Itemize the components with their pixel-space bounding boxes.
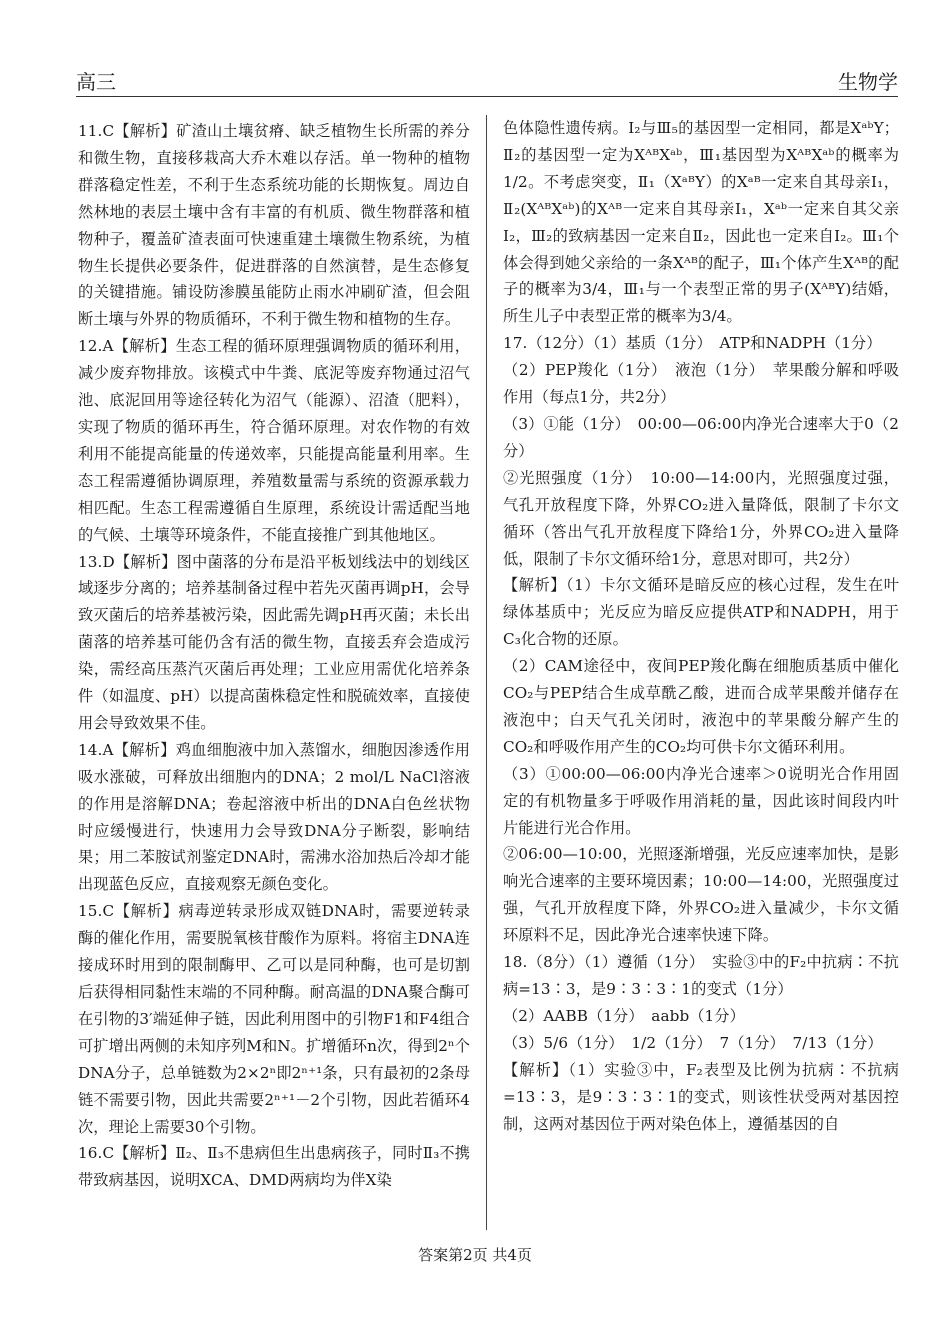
answer-18-part3: （3）5/6（1分） 1/2（1分） 7（1分） 7/13（1分） (503, 1033, 883, 1052)
page-header (76, 66, 898, 97)
answer-17-analysis-2: （2）CAM途径中，夜间PEP羧化酶在细胞质基质中催化CO₂与PEP结合生成草酰乙酸，进而合成苹果酸并储存在液泡中；白天气孔关闭时，液泡中的苹果酸分解产生的CO₂和呼吸作用产生的CO₂均可供卡尔文循环利用。 (503, 657, 899, 756)
answer-16-continued: 色体隐性遗传病。I₂与Ⅲ₅的基因型一定相同，都是XᵃᵇY；Ⅱ₂的基因型一定为XᴬᴮXᵃᵇ，Ⅲ₁基因型为XᴬᴮXᵃᵇ的概率为1/2。不考虑突变，Ⅱ₁（XᵃᴮY）的Xᵃᴮ一定来自其母亲I₁，Ⅱ₂(XᴬᴮXᵃᵇ)的Xᴬᴮ一定来自其母亲I₁，Xᵃᵇ一定来自其父亲I₂，Ⅲ₂的致病基因一定来自Ⅱ₂，因此也一定来自I₂。Ⅲ₁个体会得到她父亲给的一条Xᴬᴮ的配子，Ⅲ₁个体产生Xᴬᴮ的配子的概率为3/4，Ⅲ₁与一个表型正常的男子(XᴬᴮY)结婚，所生儿子中表型正常的概率为3/4。 (503, 119, 899, 326)
answer-17-analysis-3a: （3）①00:00—06:00内净光合速率＞0说明光合作用固定的有机物量多于呼吸作用消耗的量，因此该时间段内叶片能进行光合作用。 (503, 764, 899, 837)
page-footer: 答案第2页 共4页 (418, 1246, 532, 1264)
answer-15: 15.C【解析】病毒逆转录形成双链DNA时，需要逆转录酶的催化作用，需要脱氧核苷酸作为原料。将宿主DNA连接成环时用到的限制酶甲、乙可以是同种酶，也可是切割后获得相同黏性末端的不同种酶。耐高温的DNA聚合酶可在引物的3′端延伸子链，因此利用图中的引物F1和F4组合可扩增出两侧的未知序列M和N。扩增循环n次，得到2ⁿ个DNA分子，总单链数为2×2ⁿ即2ⁿ⁺¹条，只有最初的2条母链不需要引物，因此共需要2ⁿ⁺¹－2个引物，因此若循环4次，理论上需要30个引物。 (78, 902, 470, 1136)
column-divider (486, 115, 487, 1230)
right-column (503, 115, 899, 1137)
answer-17-analysis-1: 【解析】（1）卡尔文循环是暗反应的核心过程，发生在叶绿体基质中；光反应为暗反应提供ATP和NADPH，用于C₃化合物的还原。 (503, 576, 899, 649)
answer-17-part1: 17.（12分）（1）基质（1分） ATP和NADPH（1分） (503, 334, 882, 353)
answer-14: 14.A【解析】鸡血细胞液中加入蒸馏水，细胞因渗透作用吸水涨破，可释放出细胞内的DNA；2 mol/L NaCl溶液的作用是溶解DNA；卷起溶液中析出的DNA白色丝状物时应缓慢进行，快速用力会导致DNA分子断裂，影响结果；用二苯胺试剂鉴定DNA时，需沸水浴加热后冷却才能出现蓝色反应，直接观察无颜色变化。 (78, 740, 470, 894)
answer-17-part2: （2）PEP羧化（1分） 液泡（1分） 苹果酸分解和呼吸作用（每点1分，共2分） (503, 361, 899, 407)
answer-17-part3a: （3）①能（1分） 00:00—06:00内净光合速率大于0（2分） (503, 414, 899, 460)
subject-label: 生物学 (838, 70, 898, 94)
answer-17-analysis-3b: ②06:00—10:00，光照逐渐增强，光反应速率加快，是影响光合速率的主要环境因素；10:00—14:00，光照强度过强，气孔开放程度下降，外界CO₂进入量减少，卡尔文循环原料不足，因此净光合速率快速下降。 (503, 845, 899, 945)
answer-16-start: 16.C【解析】Ⅱ₂、Ⅱ₃不患病但生出患病孩子，同时Ⅱ₃不携带致病基因，说明XCA、DMD两病均为伴X染 (78, 1144, 470, 1190)
answer-18-part2: （2）AABB（1分） aabb（1分） (503, 1006, 745, 1025)
answer-18-analysis: 【解析】（1）实验③中，F₂表型及比例为抗病∶不抗病=13∶3，是9∶3∶3∶1的变式，则该性状受两对基因控制，这两对基因位于两对染色体上，遵循基因的自 (503, 1060, 899, 1133)
answer-12: 12.A【解析】生态工程的循环原理强调物质的循环利用，减少废弃物排放。该模式中牛粪、底泥等废弃物通过沼气池、底泥回用等途径转化为沼气（能源）、沼渣（肥料），实现了物质的循环再生，符合循环原理。对农作物的有效利用不能提高能量的传递效率，只能提高能量利用率。生态工程需遵循协调原理，养殖数量需与系统的资源承载力相匹配。生态工程需遵循自生原理，系统设计需适配当地的气候、土壤等环境条件，不能直接推广到其他地区。 (78, 337, 470, 544)
left-column (78, 118, 470, 1194)
answer-17-part3b: ②光照强度（1分） 10:00—14:00内，光照强度过强，气孔开放程度下降，外界CO₂进入量降低，限制了卡尔文循环（答出气孔开放程度下降给1分，外界CO₂进入量降低，限制了卡尔文循环给1分，意思对即可，共2分） (503, 468, 899, 568)
answer-11: 11.C【解析】矿渣山土壤贫瘠、缺乏植物生长所需的养分和微生物，直接移栽高大乔木难以存活。单一物种的植物群落稳定性差，不利于生态系统功能的长期恢复。周边自然林地的表层土壤中含有丰富的有机质、微生物群落和植物种子，覆盖矿渣表面可快速重建土壤微生物系统，为植物生长提供必要条件，促进群落的自然演替，是生态修复的关键措施。铺设防渗膜虽能防止雨水冲刷矿渣，但会阻断土壤与外界的物质循环，不利于微生物和植物的生存。 (78, 122, 470, 329)
answer-13: 13.D【解析】图中菌落的分布是沿平板划线法中的划线区域逐步分离的；培养基制备过程中若先灭菌再调pH，会导致灭菌后的培养基被污染，因此需先调pH再灭菌；未长出菌落的培养基可能仍含有活的微生物，直接丢弃会造成污染，需经高压蒸汽灭菌后再处理；工业应用需优化培养条件（如温度、pH）以提高菌株稳定性和脱硫效率，直接使用会导致效果不佳。 (78, 552, 470, 732)
grade-label: 高三 (76, 70, 116, 94)
answer-18-part1: 18.（8分）（1）遵循（1分） 实验③中的F₂中抗病∶不抗病=13∶3，是9∶3∶3∶1的变式（1分） (503, 953, 899, 998)
